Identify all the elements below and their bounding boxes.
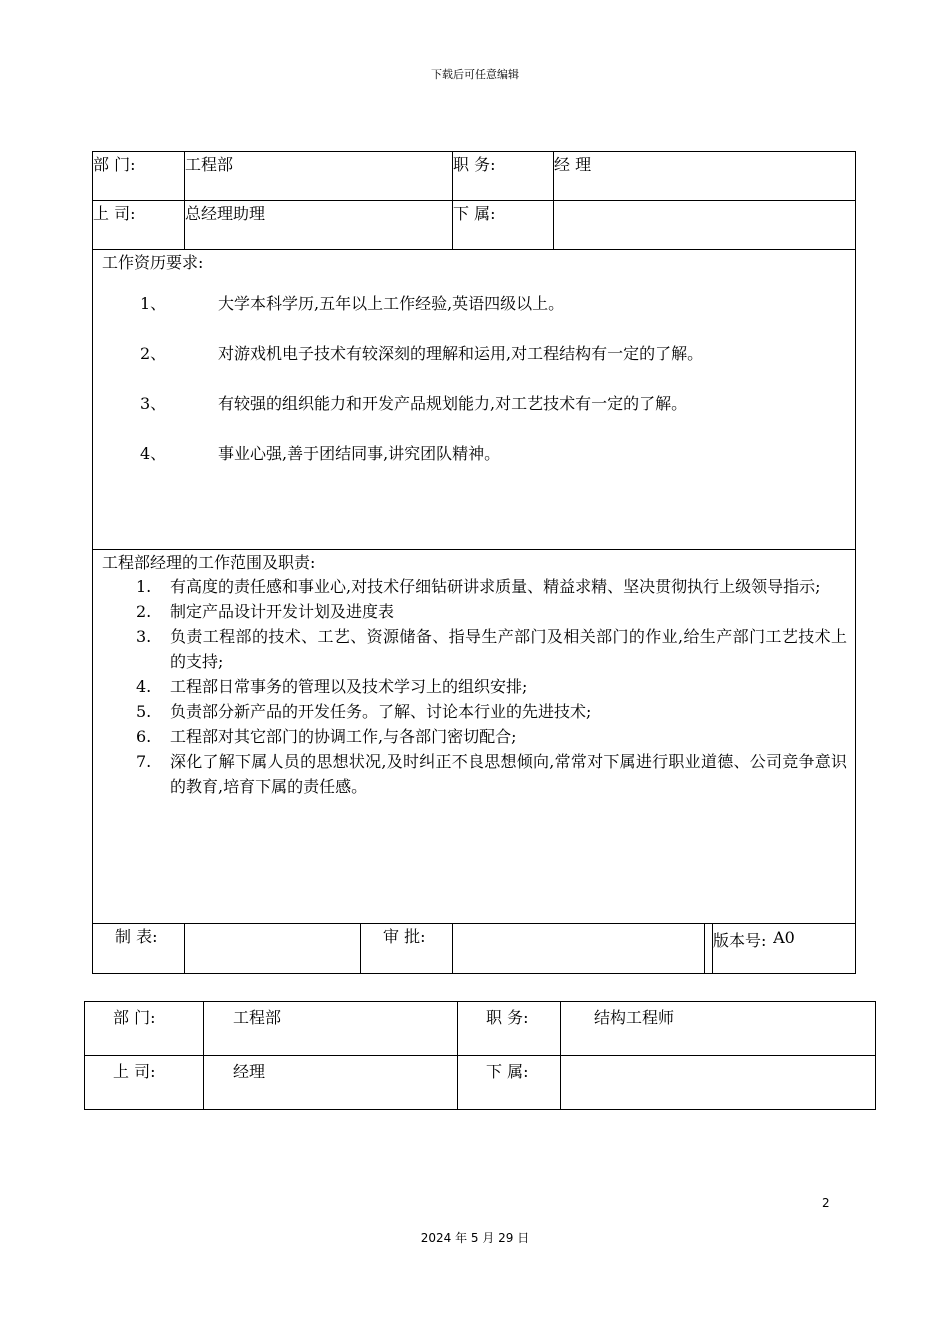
approve-value	[453, 924, 705, 974]
header-note: 下载后可任意编辑	[431, 68, 519, 81]
page-number: 2	[822, 1196, 830, 1210]
subordinate-value	[561, 1056, 876, 1110]
job-description-table-engineer	[84, 1001, 876, 1110]
dept-value: 工程部	[185, 152, 453, 201]
requirements-list	[93, 292, 855, 466]
list-item: 3. 负责工程部的技术、工艺、资源储备、指导生产部门及相关部门的作业,给生产部门工艺技术上的支持;	[136, 627, 848, 671]
maker-label: 制 表:	[93, 924, 185, 974]
superior-value: 经理	[204, 1056, 458, 1110]
position-label: 职 务:	[458, 1002, 561, 1056]
superior-value: 总经理助理	[185, 201, 453, 250]
list-item: 4、 事业心强,善于团结同事,讲究团队精神。	[140, 444, 501, 463]
dept-label: 部 门:	[93, 152, 185, 201]
dept-label: 部 门:	[85, 1002, 204, 1056]
requirements-section	[93, 250, 856, 550]
list-item: 1、 大学本科学历,五年以上工作经验,英语四级以上。	[140, 294, 565, 313]
position-value: 结构工程师	[561, 1002, 876, 1056]
requirements-title: 工作资历要求:	[102, 253, 204, 272]
list-item: 6. 工程部对其它部门的协调工作,与各部门密切配合;	[136, 727, 517, 746]
superior-label: 上 司:	[85, 1056, 204, 1110]
subordinate-value	[554, 201, 856, 250]
list-item: 1. 有高度的责任感和事业心,对技术仔细钻研讲求质量、精益求精、坚决贯彻执行上级领导指示;	[136, 577, 821, 596]
list-item: 5. 负责部分新产品的开发任务。了解、讨论本行业的先进技术;	[136, 702, 592, 721]
subordinate-label: 下 属:	[458, 1056, 561, 1110]
footer-date: 2024 年 5 月 29 日	[420, 1231, 530, 1245]
version-label: 版本号:	[713, 931, 767, 950]
duties-section	[93, 550, 856, 924]
subordinate-label: 下 属:	[453, 201, 554, 250]
position-value: 经 理	[554, 152, 856, 201]
maker-value	[185, 924, 361, 974]
duties-title: 工程部经理的工作范围及职责:	[102, 553, 316, 572]
list-item: 2、 对游戏机电子技术有较深刻的理解和运用,对工程结构有一定的了解。	[140, 344, 704, 363]
list-item: 2. 制定产品设计开发计划及进度表	[136, 602, 395, 621]
version-value: A0	[773, 928, 795, 947]
job-description-table-manager	[92, 151, 856, 974]
position-label: 职 务:	[453, 152, 554, 201]
list-item: 7. 深化了解下属人员的思想状况,及时纠正不良思想倾向,常常对下属进行职业道德、公司竞争意识的教育,培育下属的责任感。	[136, 752, 848, 796]
approve-label: 审 批:	[361, 924, 453, 974]
superior-label: 上 司:	[93, 201, 185, 250]
list-item: 4. 工程部日常事务的管理以及技术学习上的组织安排;	[136, 677, 528, 696]
duties-list	[93, 574, 855, 799]
dept-value: 工程部	[204, 1002, 458, 1056]
list-item: 3、 有较强的组织能力和开发产品规划能力,对工艺技术有一定的了解。	[140, 394, 688, 413]
